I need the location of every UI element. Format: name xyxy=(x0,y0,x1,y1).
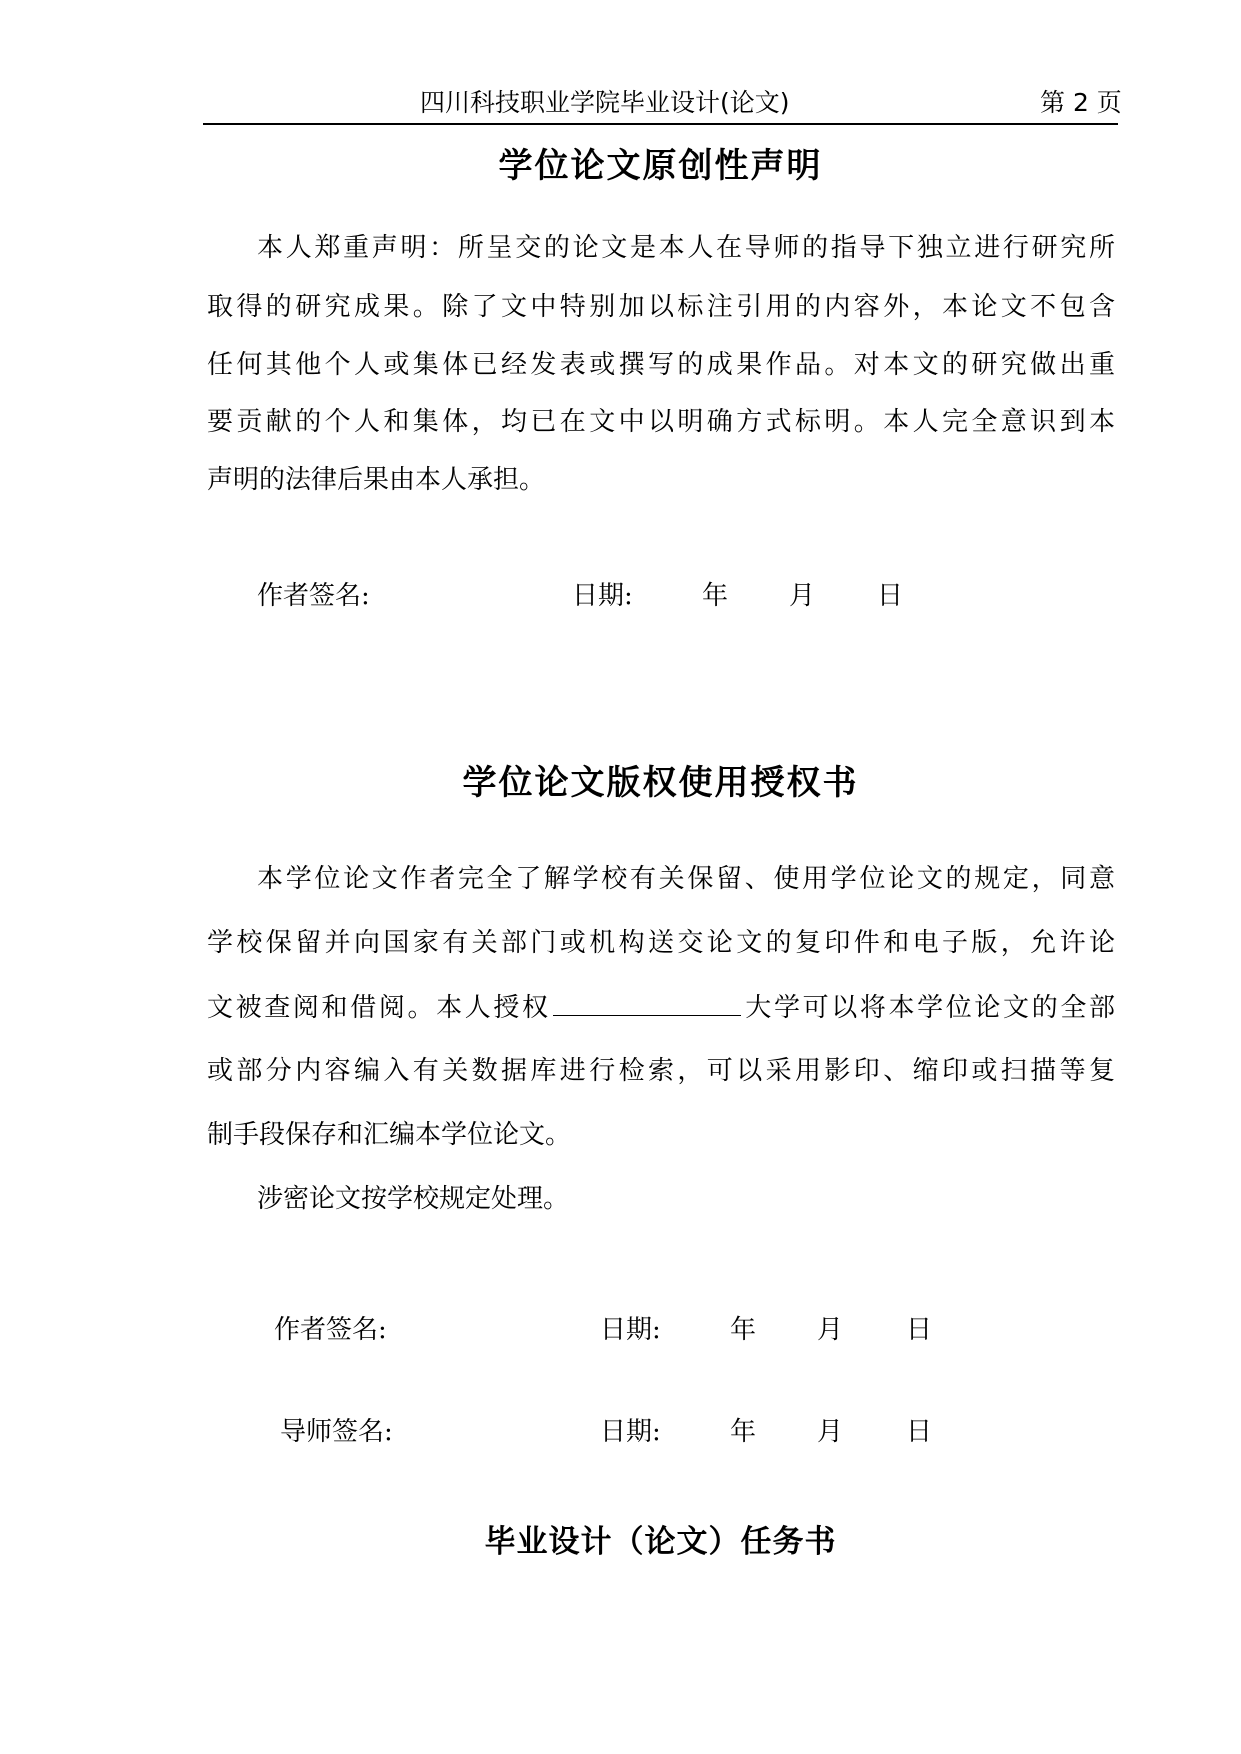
advisor-date-label: 日期: xyxy=(600,1417,661,1447)
copyright-author-date-label: 日期: xyxy=(600,1315,661,1345)
header-divider xyxy=(203,123,1118,125)
advisor-date-day: 日 xyxy=(906,1417,933,1447)
confidential-note: 涉密论文按学校规定处理。 xyxy=(257,1184,570,1214)
declaration-line-2: 取得的研究成果。除了文中特别加以标注引用的内容外，本论文不包含 xyxy=(207,292,1115,322)
copyright-author-date-year: 年 xyxy=(730,1315,757,1345)
university-name-blank xyxy=(553,991,741,1016)
advisor-signature-label: 导师签名: xyxy=(280,1417,393,1447)
copyright-line-3-prefix: 文被查阅和借阅。本人授权 xyxy=(207,993,551,1023)
copyright-line-4: 或部分内容编入有关数据库进行检索，可以采用影印、缩印或扫描等复 xyxy=(207,1056,1115,1086)
advisor-date-year: 年 xyxy=(730,1417,757,1447)
declaration-date-month: 月 xyxy=(789,581,816,611)
copyright-line-5: 制手段保存和汇编本学位论文。 xyxy=(207,1120,572,1150)
copyright-line-1: 本学位论文作者完全了解学校有关保留、使用学位论文的规定，同意 xyxy=(257,864,1115,894)
copyright-line-3 xyxy=(207,991,1115,1024)
copyright-line-2: 学校保留并向国家有关部门或机构送交论文的复印件和电子版，允许论 xyxy=(207,928,1115,958)
task-heading: 毕业设计（论文）任务书 xyxy=(484,1524,837,1560)
declaration-date-day: 日 xyxy=(877,581,904,611)
advisor-date-month: 月 xyxy=(817,1417,844,1447)
header-title: 四川科技职业学院毕业设计(论文) xyxy=(420,88,790,117)
copyright-author-date-month: 月 xyxy=(817,1315,844,1345)
copyright-author-signature-label: 作者签名: xyxy=(274,1315,387,1345)
declaration-date-label: 日期: xyxy=(572,581,633,611)
declaration-line-4: 要贡献的个人和集体，均已在文中以明确方式标明。本人完全意识到本 xyxy=(207,407,1115,437)
declaration-date-year: 年 xyxy=(702,581,729,611)
copyright-heading: 学位论文版权使用授权书 xyxy=(462,763,859,803)
declaration-line-1: 本人郑重声明：所呈交的论文是本人在导师的指导下独立进行研究所 xyxy=(257,233,1115,263)
page-number: 第 2 页 xyxy=(1040,88,1122,117)
copyright-line-3-suffix: 大学可以将本学位论文的全部 xyxy=(742,993,1115,1023)
copyright-author-date-day: 日 xyxy=(906,1315,933,1345)
declaration-line-5: 声明的法律后果由本人承担。 xyxy=(207,465,546,495)
declaration-author-signature-label: 作者签名: xyxy=(257,581,370,611)
declaration-heading: 学位论文原创性声明 xyxy=(498,146,823,186)
declaration-line-3: 任何其他个人或集体已经发表或撰写的成果作品。对本文的研究做出重 xyxy=(207,350,1115,380)
